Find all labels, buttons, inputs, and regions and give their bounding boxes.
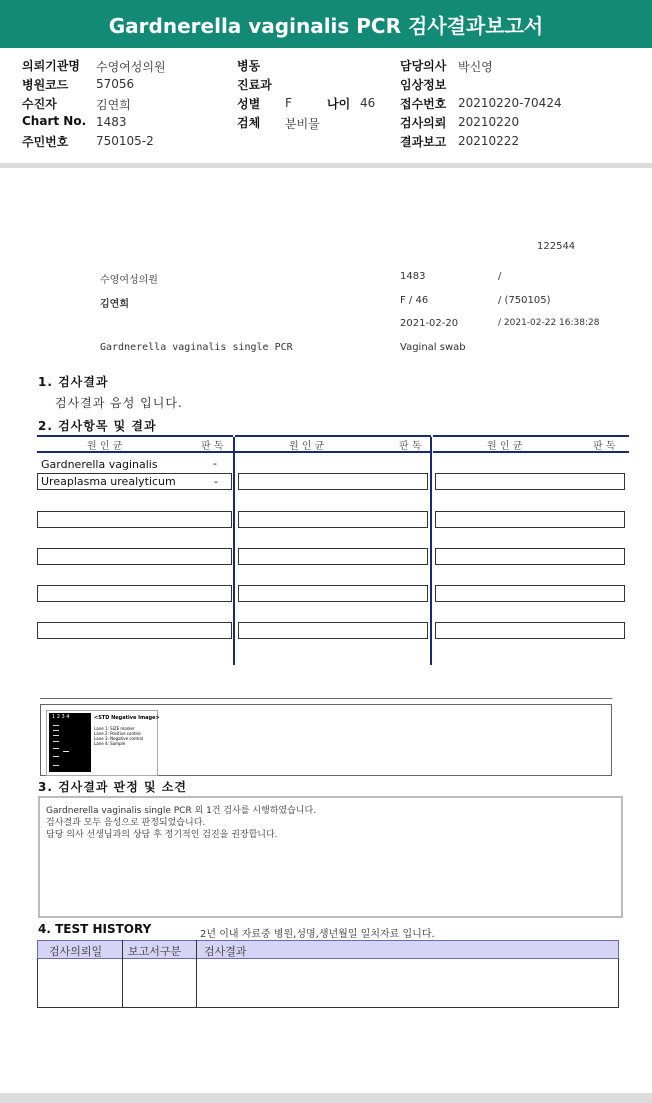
header-label: 결과보고 — [400, 135, 447, 149]
header-label: 수진자 — [22, 97, 57, 111]
history-col-request-date: 검사의뢰일 — [49, 945, 103, 958]
report-code: 122544 — [537, 241, 576, 252]
gel-lane-legend: Lane 4: Sample — [94, 741, 126, 746]
birth-date: / (750105) — [498, 295, 551, 306]
history-col-result: 검사결과 — [204, 945, 247, 958]
result-row — [37, 585, 232, 602]
history-note: 2년 이내 자료중 병원,성명,생년월일 일치자료 입니다. — [200, 929, 435, 940]
header-label: 의뢰기관명 — [22, 59, 80, 73]
test-name: Gardnerella vaginalis single PCR — [100, 342, 293, 353]
header-value: 20210220-70424 — [458, 96, 562, 110]
history-header-row — [37, 940, 619, 959]
gel-image — [46, 710, 158, 776]
judge-value: - — [213, 457, 217, 470]
gel-lane-numbers: 1 2 3 4 — [52, 714, 70, 720]
col-header-group-1 — [37, 435, 233, 453]
header-divider — [0, 163, 652, 168]
history-border — [122, 940, 123, 1008]
report-title: Gardnerella vaginalis PCR 검사결과보고서 — [0, 0, 652, 48]
header-value: F — [285, 96, 292, 110]
meta-slash: / — [498, 271, 502, 282]
clinic-name: 수영여성의원 — [100, 275, 158, 286]
result-row — [37, 511, 232, 528]
request-date: 2021-02-20 — [400, 318, 459, 329]
gel-image-panel — [40, 704, 612, 776]
opinion-line: Gardnerella vaginalis single PCR 외 1건 검사를 시행하였습니다. — [46, 806, 317, 816]
header-label: Chart No. — [22, 114, 87, 128]
header-label: 병동 — [237, 59, 261, 73]
header-label: 접수번호 — [400, 97, 447, 111]
opinion-box — [38, 796, 623, 918]
patient-name: 김연희 — [100, 299, 129, 310]
column-divider — [233, 437, 235, 665]
column-divider — [430, 437, 432, 665]
gel-lane-image — [49, 713, 91, 772]
header-label: 임상정보 — [400, 78, 447, 92]
header-value: 분비물 — [285, 117, 320, 131]
history-col-report-type: 보고서구분 — [128, 945, 182, 958]
section-1-title: 1. 검사결과 — [38, 375, 109, 389]
header-label: 나이 — [327, 97, 351, 111]
result-row — [238, 622, 428, 639]
header-value: 박신영 — [458, 60, 493, 74]
result-row — [435, 511, 625, 528]
header-value: 750105-2 — [96, 134, 154, 148]
opinion-line: 담당 의사 선생님과의 상담 후 정기적인 검진을 권장합니다. — [46, 830, 278, 840]
chart-number: 1483 — [400, 271, 426, 282]
header-label: 검사의뢰 — [400, 116, 447, 130]
col-header-organism: 원 인 균 — [87, 441, 123, 452]
footer-divider — [0, 1093, 652, 1103]
header-label: 주민번호 — [22, 135, 69, 149]
result-summary: 검사결과 음성 입니다. — [55, 396, 183, 410]
history-border — [37, 1007, 619, 1008]
result-row — [37, 622, 232, 639]
header-value: 46 — [360, 96, 376, 110]
sex-age: F / 46 — [400, 295, 429, 306]
history-border — [196, 940, 197, 1008]
gel-lane-legend: Lane 1: SIZE marker — [94, 726, 135, 731]
header-value: 20210220 — [458, 115, 520, 129]
header-label: 진료과 — [237, 78, 272, 92]
history-border — [37, 959, 38, 1008]
header-value: 57056 — [96, 77, 135, 91]
col-header-judge: 판 독 — [399, 441, 422, 452]
col-header-judge: 판 독 — [201, 441, 224, 452]
header-value: 김연희 — [96, 98, 131, 112]
report-datetime: / 2021-02-22 16:38:28 — [498, 318, 600, 328]
judge-value: - — [214, 475, 218, 488]
section-3-title: 3. 검사결과 판정 및 소견 — [38, 780, 187, 794]
header-value: 20210222 — [458, 134, 520, 148]
specimen-type: Vaginal swab — [400, 342, 466, 353]
header-label: 검체 — [237, 116, 261, 130]
col-header-organism: 원 인 균 — [289, 441, 325, 452]
result-row — [435, 548, 625, 565]
col-header-group-2 — [235, 435, 431, 453]
result-row — [37, 548, 232, 565]
result-row — [37, 473, 232, 490]
organism-name: Ureaplasma urealyticum — [41, 475, 176, 488]
result-row — [238, 473, 428, 490]
divider — [40, 698, 612, 699]
header-label: 담당의사 — [400, 59, 447, 73]
result-row — [435, 473, 625, 490]
gel-lane-legend: Lane 2: Positive control — [94, 731, 141, 736]
result-row — [238, 585, 428, 602]
col-header-judge: 판 독 — [593, 441, 616, 452]
result-row — [435, 585, 625, 602]
result-row — [238, 511, 428, 528]
result-row — [435, 622, 625, 639]
header-label: 성별 — [237, 97, 261, 111]
header-label: 병원코드 — [22, 78, 69, 92]
col-header-organism: 원 인 균 — [487, 441, 523, 452]
header-value: 수영여성의원 — [96, 60, 166, 74]
gel-lane-legend: Lane 3: Negative control — [94, 736, 144, 741]
organism-name: Gardnerella vaginalis — [41, 458, 158, 471]
history-border — [618, 959, 619, 1008]
col-header-group-3 — [433, 435, 629, 453]
gel-title: <STD Negative Image> — [94, 715, 160, 721]
section-4-title: 4. TEST HISTORY — [38, 922, 152, 936]
opinion-line: 검사결과 모두 음성으로 판정되었습니다. — [46, 818, 206, 828]
header-value: 1483 — [96, 115, 127, 129]
result-row — [238, 548, 428, 565]
section-2-title: 2. 검사항목 및 결과 — [38, 419, 157, 433]
